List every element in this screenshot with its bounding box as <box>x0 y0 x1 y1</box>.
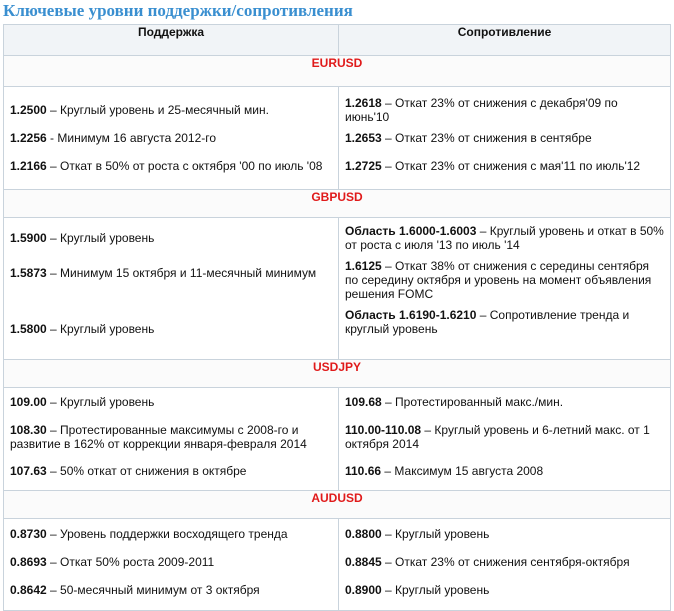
level-description: Откат в 50% от роста с октября '00 по июль '08 <box>60 159 323 173</box>
level-item: 1.2653 – Откат 23% от снижения в сентябре <box>345 131 592 145</box>
level-description: Протестированные максимумы с 2008-го и развитие в 162% от коррекции января-февраля 2014 <box>10 423 307 451</box>
level-description: Минимум 16 августа 2012-го <box>57 131 217 145</box>
level-item: 0.8800 – Круглый уровень <box>345 527 490 541</box>
support-cell <box>4 87 339 190</box>
levels-table <box>3 24 671 611</box>
level-description: Уровень поддержки восходящего тренда <box>60 527 288 541</box>
level-value: 109.68 <box>345 395 382 409</box>
level-description: Круглый уровень и 6-летний макс. от 1 октября 2014 <box>345 423 650 451</box>
level-description: Круглый уровень <box>395 527 490 541</box>
level-description: Откат 23% от снижения с декабря'09 по июнь'10 <box>345 96 618 124</box>
level-description: Круглый уровень <box>395 583 490 597</box>
section-eurusd <box>4 56 671 190</box>
support-cell <box>4 218 339 360</box>
level-item: 1.2256 - Минимум 16 августа 2012-го <box>10 131 217 145</box>
level-item: 1.2618 – Откат 23% от снижения с декабря'09 по июнь'10 <box>345 96 618 124</box>
level-description: Круглый уровень <box>60 395 155 409</box>
level-item: 0.8730 – Уровень поддержки восходящего тренда <box>10 527 288 541</box>
level-item: 109.68 – Протестированный макс./мин. <box>345 395 564 409</box>
level-value: 1.5900 <box>10 231 47 245</box>
level-item: 107.63 – 50% откат от снижения в октябре <box>10 464 247 478</box>
level-item: 0.8845 – Откат 23% от снижения сентября-октября <box>345 555 630 569</box>
level-item: 109.00 – Круглый уровень <box>10 395 155 409</box>
level-description: Откат 38% от снижения с середины сентября по середину октября и уровень на момент объявления решения FOMC <box>345 259 652 301</box>
level-value: 0.8642 <box>10 583 47 597</box>
level-description: Откат 23% от снижения с мая'11 по июль'12 <box>395 159 641 173</box>
level-item: 1.5873 – Минимум 15 октября и 11-месячный минимум <box>10 266 317 280</box>
level-value: 110.66 <box>345 464 382 478</box>
section-title: EURUSD <box>4 56 671 87</box>
level-value: 110.00-110.08 <box>345 423 422 437</box>
level-description: Круглый уровень <box>60 231 155 245</box>
level-item: 1.6125 – Откат 38% от снижения с середины сентября по середину октября и уровень на момент объявления решения FOMC <box>345 259 652 301</box>
resistance-cell <box>339 388 671 491</box>
level-value: 0.8845 <box>345 555 382 569</box>
section-audusd <box>4 491 671 611</box>
level-description: Максимум 15 августа 2008 <box>394 464 544 478</box>
level-description: 50-месячный минимум от 3 октября <box>60 583 260 597</box>
level-value: 1.6125 <box>345 259 382 273</box>
support-column-header: Поддержка <box>4 25 339 56</box>
level-item: 1.2166 – Откат в 50% от роста с октября '00 по июль '08 <box>10 159 323 173</box>
resistance-cell <box>339 87 671 190</box>
resistance-cell <box>339 218 671 360</box>
section-gbpusd <box>4 190 671 360</box>
level-value: 1.2256 <box>10 131 47 145</box>
level-item: Область 1.6000-1.6003 – Круглый уровень и откат в 50% от роста с июля '13 по июль '14 <box>345 224 664 252</box>
resistance-column-header: Сопротивление <box>339 25 671 56</box>
level-value: 1.2725 <box>345 159 382 173</box>
level-value: 109.00 <box>10 395 47 409</box>
level-value: 0.8730 <box>10 527 47 541</box>
section-title: USDJPY <box>4 360 671 388</box>
support-cell <box>4 388 339 491</box>
level-description: 50% откат от снижения в октябре <box>60 464 247 478</box>
level-description: Откат 50% роста 2009-2011 <box>60 555 215 569</box>
level-value: Область 1.6000-1.6003 <box>345 224 477 238</box>
level-item: 0.8693 – Откат 50% роста 2009-2011 <box>10 555 215 569</box>
level-item: 110.66 – Максимум 15 августа 2008 <box>345 464 544 478</box>
level-item: 1.5800 – Круглый уровень <box>10 322 155 336</box>
level-value: Область 1.6190-1.6210 <box>345 308 477 322</box>
level-description: Откат 23% от снижения сентября-октября <box>395 555 630 569</box>
level-item: 1.5900 – Круглый уровень <box>10 231 155 245</box>
level-value: 0.8693 <box>10 555 47 569</box>
level-value: 1.2166 <box>10 159 47 173</box>
level-value: 1.5800 <box>10 322 47 336</box>
level-description: Круглый уровень <box>60 322 155 336</box>
level-item: 0.8642 – 50-месячный минимум от 3 октября <box>10 583 260 597</box>
header-row <box>4 25 671 56</box>
level-value: 1.5873 <box>10 266 47 280</box>
level-item: 1.2500 – Круглый уровень и 25-месячный мин. <box>10 103 269 117</box>
level-value: 108.30 <box>10 423 47 437</box>
level-value: 107.63 <box>10 464 47 478</box>
section-title: AUDUSD <box>4 491 671 519</box>
level-item: 1.2725 – Откат 23% от снижения с мая'11 по июль'12 <box>345 159 641 173</box>
level-value: 1.2653 <box>345 131 382 145</box>
level-description: Минимум 15 октября и 11-месячный минимум <box>60 266 317 280</box>
level-item: 0.8900 – Круглый уровень <box>345 583 490 597</box>
level-item: 110.00-110.08 – Круглый уровень и 6-летний макс. от 1 октября 2014 <box>345 423 650 451</box>
level-description: Сопротивление тренда и круглый уровень <box>345 308 630 336</box>
level-value: 1.2618 <box>345 96 382 110</box>
page-title: Ключевые уровни поддержки/сопротивления <box>3 1 353 20</box>
level-value: 0.8900 <box>345 583 382 597</box>
level-description: Круглый уровень и откат в 50% от роста с июля '13 по июль '14 <box>345 224 664 252</box>
section-title: GBPUSD <box>4 190 671 218</box>
level-value: 1.2500 <box>10 103 47 117</box>
level-description: Круглый уровень и 25-месячный мин. <box>60 103 269 117</box>
level-item: Область 1.6190-1.6210 – Сопротивление тренда и круглый уровень <box>345 308 630 336</box>
level-description: Протестированный макс./мин. <box>395 395 564 409</box>
level-description: Откат 23% от снижения в сентябре <box>395 131 592 145</box>
section-usdjpy <box>4 360 671 491</box>
level-item: 108.30 – Протестированные максимумы с 2008-го и развитие в 162% от коррекции января-февраля 2014 <box>10 423 307 451</box>
level-value: 0.8800 <box>345 527 382 541</box>
